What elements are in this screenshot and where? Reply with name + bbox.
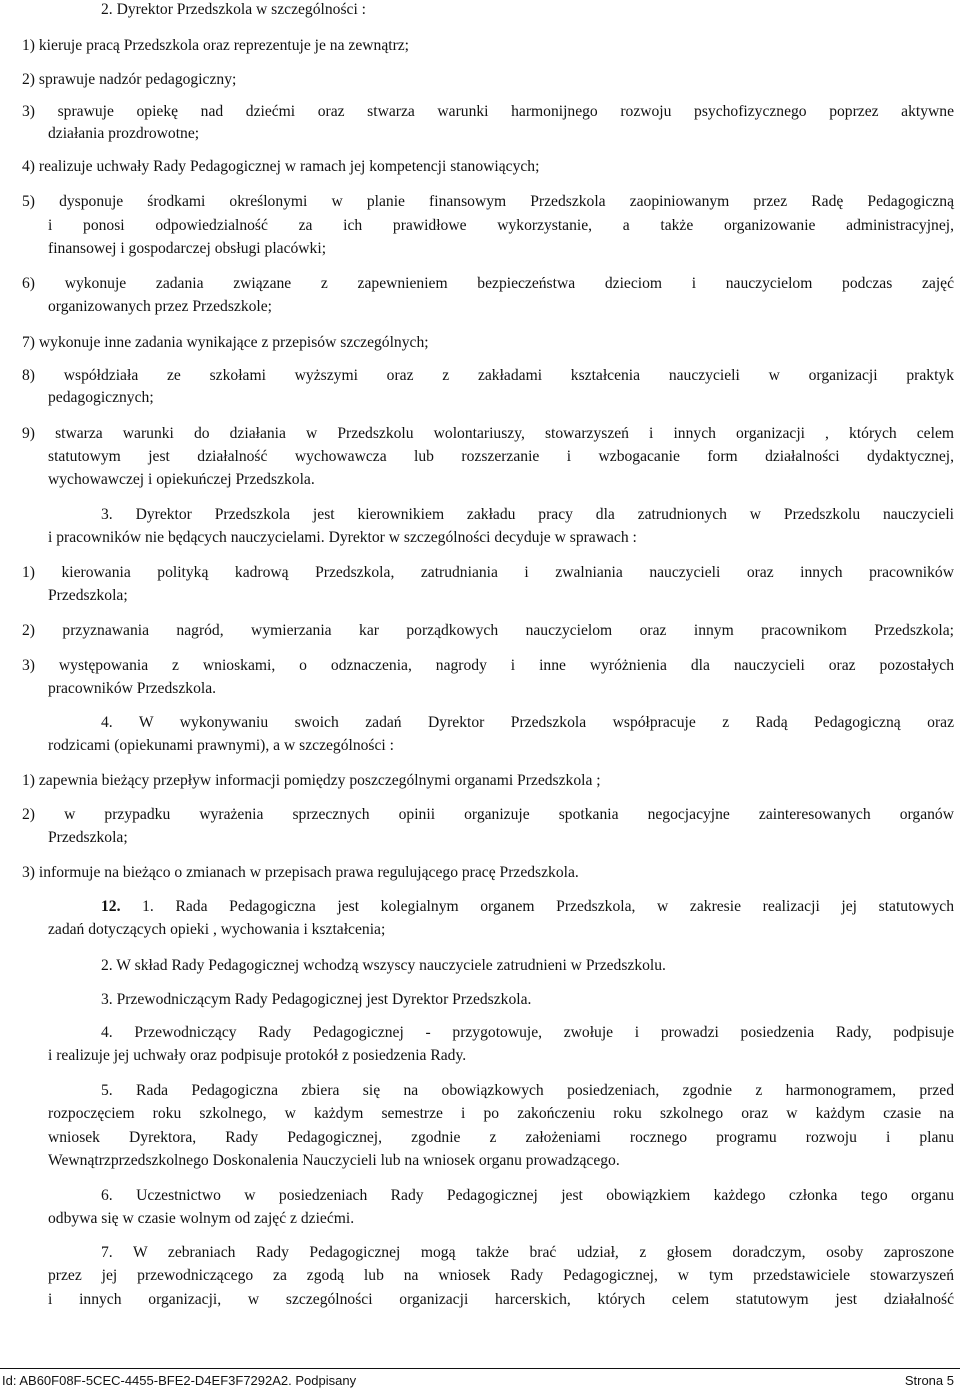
list-item: 1) zapewnia bieżący przepływ informacji pomiędzy poszczególnymi organami Przedszkola ; — [22, 772, 601, 789]
list-item: 3) występowania z wnioskami, o odznaczenia, nagrody i inne wyróżnienia dla nauczycieli oraz pozostałych — [22, 657, 954, 674]
list-item-continuation: statutowym jest działalność wychowawcza lub rozszerzanie i wzbogacanie form działalności dydaktycznej, — [48, 448, 954, 465]
list-item: 4) realizuje uchwały Rady Pedagogicznej w ramach jej kompetencji stanowiących; — [22, 158, 540, 175]
list-item: 2) sprawuje nadzór pedagogiczny; — [22, 71, 237, 88]
paragraph-12-p7: 7. W zebraniach Rady Pedagogicznej mogą także brać udział, z głosem doradczym, osoby zaproszone — [101, 1244, 954, 1261]
list-item-continuation: pracowników Przedszkola. — [48, 680, 217, 697]
list-item: 2) przyznawania nagród, wymierzania kar porządkowych nauczycielom oraz innym pracownikom Przedszkola; — [22, 622, 954, 639]
list-item: 7) wykonuje inne zadania wynikające z przepisów szczególnych; — [22, 334, 429, 351]
list-item: 9) stwarza warunki do działania w Przedszkolu wolontariuszy, stowarzyszeń i innych organizacji , których celem — [22, 425, 954, 442]
paragraph-12-p6: 6. Uczestnictwo w posiedzeniach Rady Pedagogicznej jest obowiązkiem każdego członka tego organu — [101, 1187, 954, 1204]
paragraph-12-p2: 2. W skład Rady Pedagogicznej wchodzą wszyscy nauczyciele zatrudnieni w Przedszkolu. — [101, 957, 666, 974]
section-3-paragraph-continuation: i pracowników nie będących nauczycielami. Dyrektor w szczególności decyduje w sprawach : — [48, 529, 637, 546]
section-2-heading: 2. Dyrektor Przedszkola w szczególności : — [101, 1, 367, 18]
list-item-continuation: i ponosi odpowiedzialność za ich prawidłowe wykorzystanie, a także organizowanie administracyjnej, — [48, 217, 954, 234]
list-item-continuation: pedagogicznych; — [48, 389, 154, 406]
paragraph-12-p4: 4. Przewodniczący Rady Pedagogicznej - przygotowuje, zwołuje i prowadzi posiedzenia Rady, podpisuje — [101, 1024, 954, 1041]
list-item: 6) wykonuje zadania związane z zapewnieniem bezpieczeństwa dzieciom i nauczycielom podczas zajęć — [22, 275, 954, 292]
list-item-continuation: organizowanych przez Przedszkole; — [48, 298, 272, 315]
paragraph-12-p1: 12. 1. Rada Pedagogiczna jest kolegialnym organem Przedszkola, w zakresie realizacji jej statutowych — [101, 898, 954, 915]
paragraph-12-p7-continuation: przez jej przewodniczącego za zgodą lub na wniosek Rady Pedagogicznej, w tym przedstawiciele stowarzyszeń — [48, 1267, 954, 1284]
footer-page-number: Strona 5 — [904, 1373, 954, 1388]
list-item-continuation: wychowawczej i opiekuńczej Przedszkola. — [48, 471, 315, 488]
paragraph-12-p5-continuation: wniosek Dyrektora, Rady Pedagogicznej, zgodnie z założeniami rocznego programu rozwoju i planu — [48, 1129, 954, 1146]
paragraph-12-p7-continuation: i innych organizacji, w szczególności organizacji harcerskich, których celem statutowym jest działalność — [48, 1291, 954, 1308]
footer-document-id: Id: AB60F08F-5CEC-4455-BFE2-D4EF3F7292A2. Podpisany — [2, 1373, 357, 1388]
footer-divider — [0, 1368, 960, 1369]
list-item: 8) współdziała ze szkołami wyższymi oraz z zakładami kształcenia nauczycieli w organizacji praktyk — [22, 367, 954, 384]
list-item-continuation: finansowej i gospodarczej obsługi placówki; — [48, 240, 327, 257]
paragraph-12-p4-continuation: i realizuje jej uchwały oraz podpisuje protokół z posiedzenia Rady. — [48, 1047, 467, 1064]
paragraph-12-p1-continuation: zadań dotyczących opieki , wychowania i kształcenia; — [48, 921, 386, 938]
paragraph-12-mark: 12. — [101, 898, 121, 915]
list-item: 3) informuje na bieżąco o zmianach w przepisach prawa regulującego pracę Przedszkola. — [22, 864, 579, 881]
list-item-continuation: Przedszkola; — [48, 587, 128, 604]
list-item: 1) kieruje pracą Przedszkola oraz reprezentuje je na zewnątrz; — [22, 37, 410, 54]
list-item: 2) w przypadku wyrażenia sprzecznych opinii organizuje spotkania negocjacyjne zainteresowanych organów — [22, 806, 954, 823]
section-4-paragraph-continuation: rodzicami (opiekunami prawnymi), a w szczególności : — [48, 737, 394, 754]
paragraph-12-p5-continuation: rozpoczęciem roku szkolnego, w każdym semestrze i po zakończeniu roku szkolnego oraz w każdym czasie na — [48, 1105, 954, 1122]
list-item: 5) dysponuje środkami określonymi w planie finansowym Przedszkola zaopiniowanym przez Radę Pedagogiczną — [22, 193, 954, 210]
paragraph-12-p3: 3. Przewodniczącym Rady Pedagogicznej jest Dyrektor Przedszkola. — [101, 991, 532, 1008]
paragraph-12-p6-continuation: odbywa się w czasie wolnym od zajęć z dziećmi. — [48, 1210, 355, 1227]
paragraph-12-p5: 5. Rada Pedagogiczna zbiera się na obowiązkowych posiedzeniach, zgodnie z harmonogramem, przed — [101, 1082, 954, 1099]
list-item-continuation: Przedszkola; — [48, 829, 128, 846]
section-3-paragraph: 3. Dyrektor Przedszkola jest kierownikiem zakładu pracy dla zatrudnionych w Przedszkolu nauczycieli — [101, 506, 954, 523]
list-item: 3) sprawuje opiekę nad dziećmi oraz stwarza warunki harmonijnego rozwoju psychofizycznego poprzez aktywne — [22, 103, 954, 120]
paragraph-12-p5-continuation: Wewnątrzprzedszkolnego Doskonalenia Nauczycieli lub na wniosek organu prowadzącego. — [48, 1152, 620, 1169]
list-item: 1) kierowania polityką kadrową Przedszkola, zatrudniania i zwalniania nauczycieli oraz innych pracowników — [22, 564, 954, 581]
section-4-paragraph: 4. W wykonywaniu swoich zadań Dyrektor Przedszkola współpracuje z Radą Pedagogiczną oraz — [101, 714, 954, 731]
list-item-continuation: działania prozdrowotne; — [48, 125, 200, 142]
